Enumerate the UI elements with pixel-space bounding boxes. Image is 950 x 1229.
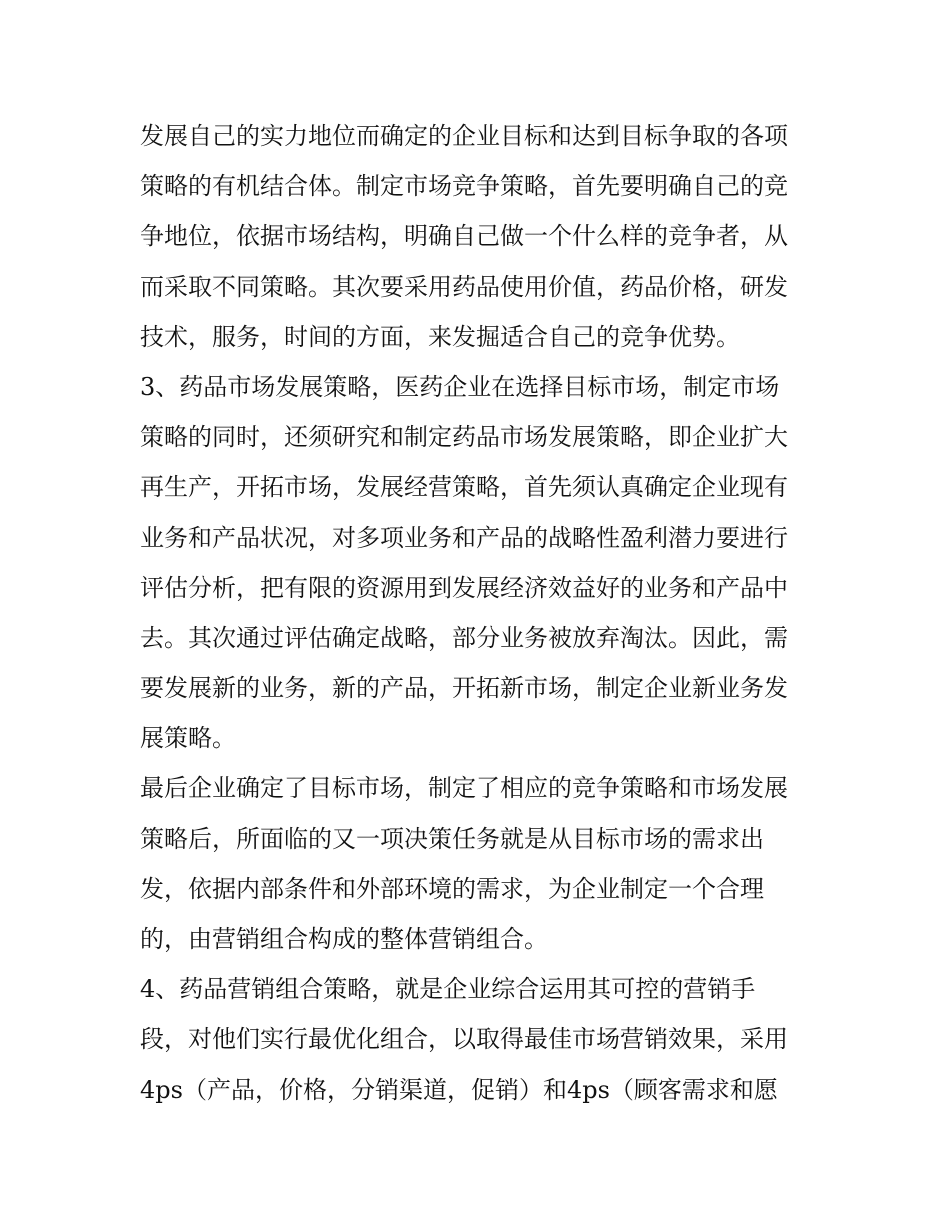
text-line: 争地位，依据市场结构，明确自己做一个什么样的竞争者，从 — [140, 222, 788, 251]
body-text — [140, 111, 820, 1115]
text-line: 而采取不同策略。其次要采用药品使用价值，药品价格，研发 — [140, 272, 788, 301]
text-line: 发展自己的实力地位而确定的企业目标和达到目标争取的各项 — [140, 122, 788, 150]
text-line: 策略后，所面临的又一项决策任务就是从目标市场的需求出 — [140, 824, 764, 853]
text-line: 展策略。 — [140, 724, 236, 753]
text-line: 策略的有机结合体。制定市场竞争策略，首先要明确自己的竞 — [140, 172, 788, 201]
text-line: 要发展新的业务，新的产品，开拓新市场，制定企业新业务发 — [140, 674, 788, 703]
text-line: 4ps（产品，价格，分销渠道，促销）和4ps（顾客需求和愿 — [140, 1075, 778, 1104]
text-line: 业务和产品状况，对多项业务和产品的战略性盈利潜力要进行 — [140, 523, 788, 552]
text-line: 去。其次通过评估确定战略，部分业务被放弃淘汰。因此，需 — [140, 623, 788, 652]
text-line: 的，由营销组合构成的整体营销组合。 — [140, 925, 548, 953]
text-line: 技术，服务，时间的方面，来发掘适合自己的竞争优势。 — [140, 322, 740, 351]
text-line: 3、药品市场发展策略，医药企业在选择目标市场，制定市场 — [140, 372, 780, 401]
text-line: 发，依据内部条件和外部环境的需求，为企业制定一个合理 — [140, 874, 764, 903]
text-line: 最后企业确定了目标市场，制定了相应的竞争策略和市场发展 — [140, 774, 788, 803]
text-line: 再生产，开拓市场，发展经营策略，首先须认真确定企业现有 — [140, 473, 788, 502]
text-line: 段，对他们实行最优化组合，以取得最佳市场营销效果，采用 — [140, 1025, 788, 1054]
text-line: 策略的同时，还须研究和制定药品市场发展策略，即企业扩大 — [140, 423, 788, 452]
text-line: 4、药品营销组合策略，就是企业综合运用其可控的营销手 — [140, 975, 756, 1004]
text-line: 评估分析，把有限的资源用到发展经济效益好的业务和产品中 — [140, 573, 788, 602]
